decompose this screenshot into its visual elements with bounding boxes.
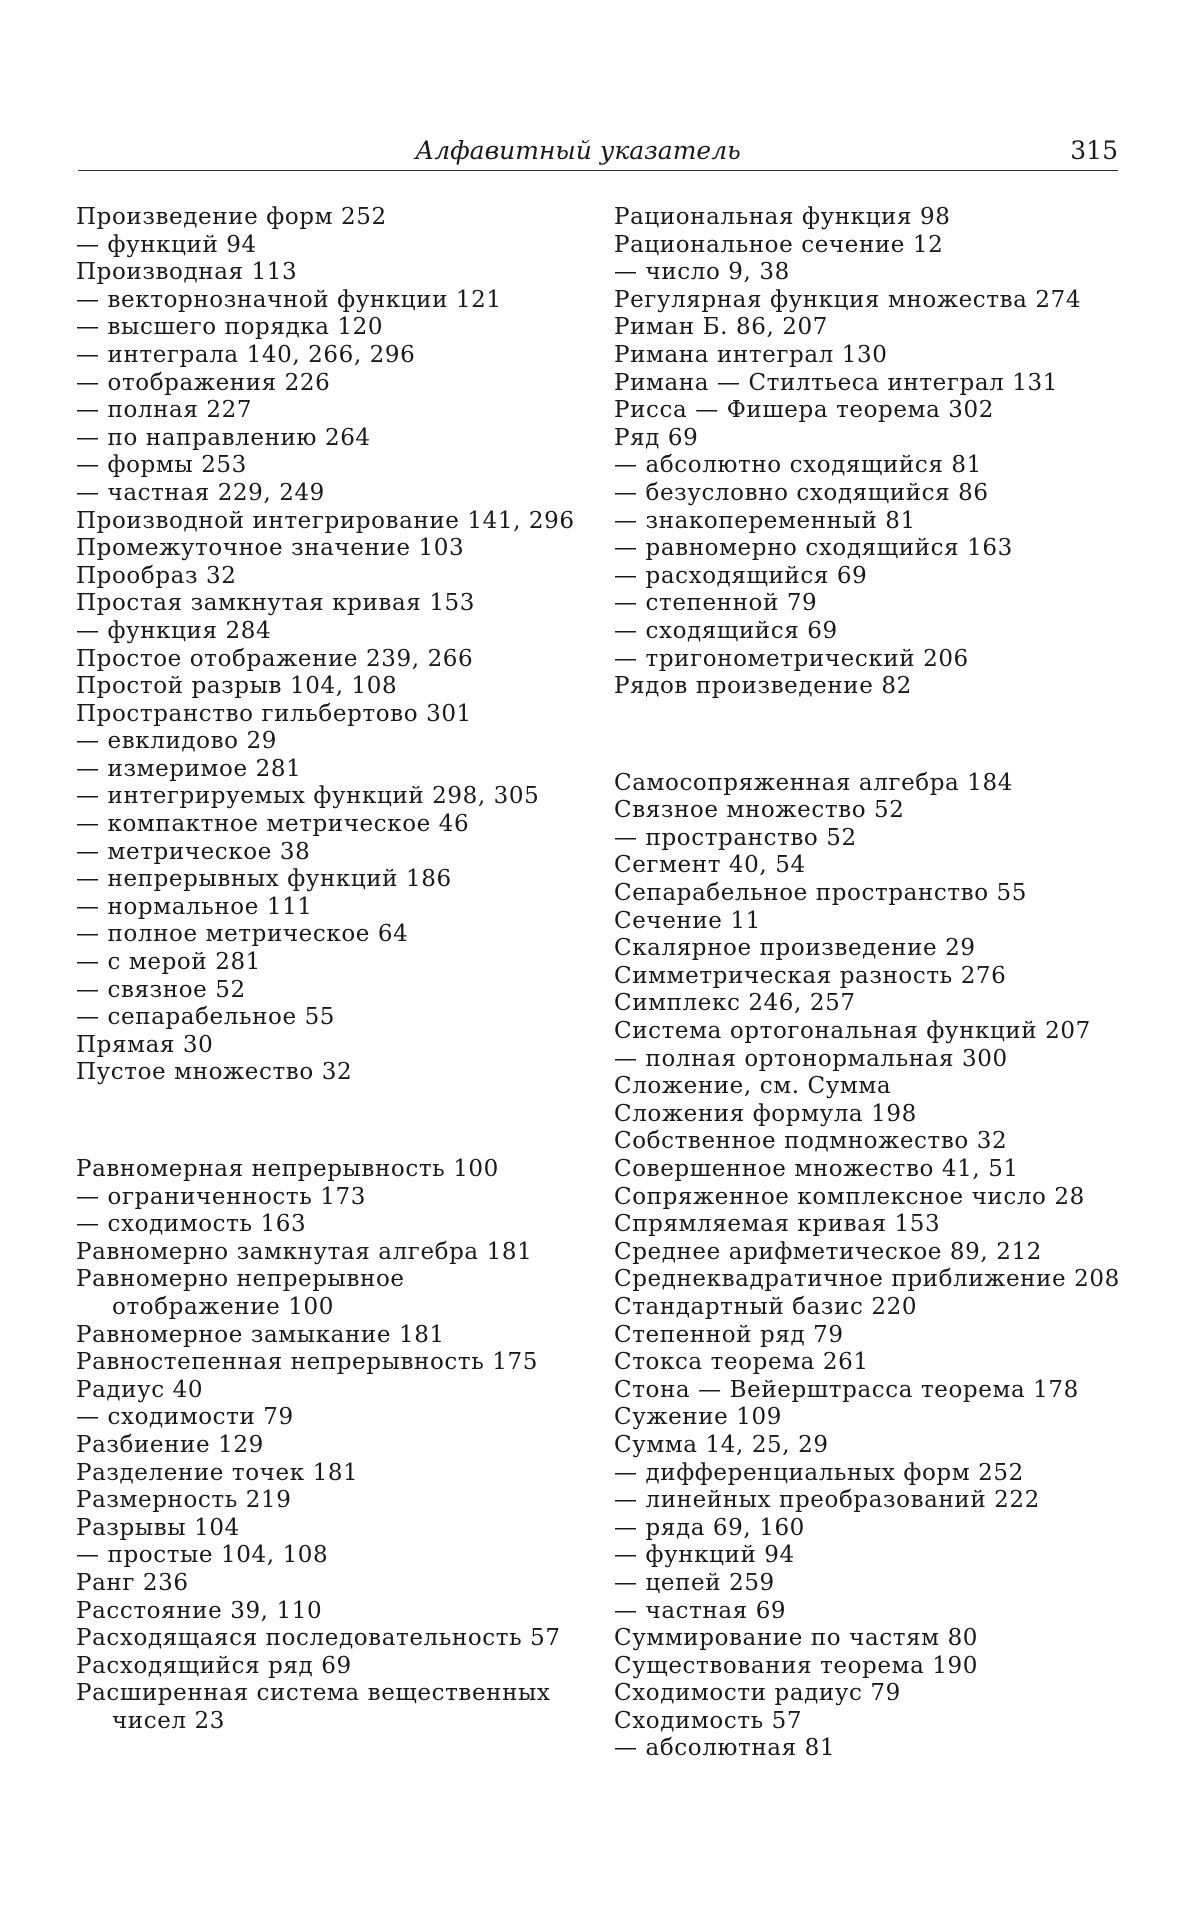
index-entry: Радиус 40 xyxy=(76,1376,204,1403)
index-entry: — число 9, 38 xyxy=(614,259,790,286)
index-entry: Равностепенная непрерывность 175 xyxy=(76,1349,538,1376)
index-entry: Пространство гильбертово 301 xyxy=(76,700,472,727)
index-group-r xyxy=(614,204,1124,701)
index-entry: Равномерная непрерывность 100 xyxy=(76,1156,499,1182)
index-entry: — ряда 69, 160 xyxy=(614,1514,805,1541)
index-entry: — интегрируемых функций 298, 305 xyxy=(76,783,540,810)
index-entry: Сепарабельное пространство 55 xyxy=(614,880,1028,907)
index-entry: — простые 104, 108 xyxy=(76,1542,329,1569)
index-entry: Прямая 30 xyxy=(76,1031,214,1058)
index-entry: — знакопеременный 81 xyxy=(614,507,916,534)
index-entry: Римана — Стилтьеса интеграл 131 xyxy=(614,369,1058,396)
left-column xyxy=(76,204,576,1735)
running-title: Алфавитный указатель xyxy=(415,136,741,165)
header-rule xyxy=(78,170,1118,171)
index-entry: Система ортогональная функций 207 xyxy=(614,1018,1091,1045)
index-entry: Расширенная система вещественных чисел 23 xyxy=(76,1680,551,1734)
index-entry: — функция 284 xyxy=(76,617,272,644)
index-entry: Равномерно непрерывное отображение 100 xyxy=(76,1266,405,1320)
index-entry: Произведение форм 252 xyxy=(76,204,387,230)
index-entry: — частная 229, 249 xyxy=(76,479,325,506)
index-entry: Симплекс 246, 257 xyxy=(614,990,856,1017)
index-entry: Совершенное множество 41, 51 xyxy=(614,1156,1019,1182)
index-entry: Промежуточное значение 103 xyxy=(76,535,465,562)
index-entry: — сепарабельное 55 xyxy=(76,1004,336,1031)
index-entry: Разбиение 129 xyxy=(76,1431,264,1458)
index-entry: Ранг 236 xyxy=(76,1569,189,1596)
index-entry: — формы 253 xyxy=(76,452,247,479)
index-entry: — функций 94 xyxy=(76,231,257,258)
index-entry: Расходящийся ряд 69 xyxy=(76,1652,352,1679)
index-entry: Производная 113 xyxy=(76,259,298,286)
index-entry: Простое отображение 239, 266 xyxy=(76,645,474,672)
index-entry: Сложения формула 198 xyxy=(614,1100,917,1127)
index-entry: — с мерой 281 xyxy=(76,949,261,976)
index-entry: Сумма 14, 25, 29 xyxy=(614,1431,829,1458)
index-entry: Сегмент 40, 54 xyxy=(614,852,806,879)
index-entry: Римана интеграл 130 xyxy=(614,341,888,368)
index-entry: — полная ортонормальная 300 xyxy=(614,1045,1008,1072)
index-entry: Сходимости радиус 79 xyxy=(614,1680,901,1707)
index-entry: — нормальное 111 xyxy=(76,893,313,920)
index-entry: — векторнозначной функции 121 xyxy=(76,286,502,313)
index-entry: Разрывы 104 xyxy=(76,1514,240,1541)
index-entry: Сложение, см. Сумма xyxy=(614,1073,892,1100)
index-entry: — измеримое 281 xyxy=(76,755,302,782)
index-entry: — безусловно сходящийся 86 xyxy=(614,479,989,506)
index-entry: Стандартный базис 220 xyxy=(614,1293,918,1320)
index-entry: Простая замкнутая кривая 153 xyxy=(76,590,476,617)
index-entry: Стона — Вейерштрасса теорема 178 xyxy=(614,1376,1079,1403)
index-entry: Сходимость 57 xyxy=(614,1707,803,1734)
group-spacer xyxy=(614,701,1124,770)
index-entry: Стокса теорема 261 xyxy=(614,1349,869,1376)
index-entry: — полная 227 xyxy=(76,397,253,424)
index-entry: — сходящийся 69 xyxy=(614,617,838,644)
index-entry: Размерность 219 xyxy=(76,1487,292,1514)
group-spacer xyxy=(76,1087,576,1156)
index-entry: Регулярная функция множества 274 xyxy=(614,286,1082,313)
index-entry: Самосопряженная алгебра 184 xyxy=(614,769,1013,796)
index-group-ra xyxy=(76,1156,576,1735)
index-entry: Существования теорема 190 xyxy=(614,1652,978,1679)
index-entry: Симметрическая разность 276 xyxy=(614,962,1007,989)
index-entry: Среднее арифметическое 89, 212 xyxy=(614,1238,1042,1265)
index-entry: Степенной ряд 79 xyxy=(614,1321,844,1348)
index-entry: Связное множество 52 xyxy=(614,797,905,824)
index-entry: — высшего порядка 120 xyxy=(76,314,384,341)
index-entry: Производной интегрирование 141, 296 xyxy=(76,507,575,534)
index-entry: Равномерно замкнутая алгебра 181 xyxy=(76,1238,533,1265)
index-entry: Риман Б. 86, 207 xyxy=(614,314,828,341)
index-entry: — ограниченность 173 xyxy=(76,1183,366,1210)
index-entry: Спрямляемая кривая 153 xyxy=(614,1211,941,1238)
index-group-s xyxy=(614,770,1124,1763)
index-entry: Рядов произведение 82 xyxy=(614,673,912,700)
index-entry: Сечение 11 xyxy=(614,907,761,934)
index-entry: — функций 94 xyxy=(614,1542,795,1569)
index-entry: — абсолютно сходящийся 81 xyxy=(614,452,982,479)
index-entry: — цепей 259 xyxy=(614,1569,775,1596)
index-entry: Скалярное произведение 29 xyxy=(614,935,976,962)
index-entry: Собственное подмножество 32 xyxy=(614,1128,1008,1155)
index-entry: — полное метрическое 64 xyxy=(76,921,409,948)
page-number: 315 xyxy=(1070,136,1118,165)
index-entry: — расходящийся 69 xyxy=(614,562,868,589)
index-entry: — метрическое 38 xyxy=(76,838,311,865)
index-entry: Суммирование по частям 80 xyxy=(614,1625,979,1652)
index-entry: Рисса — Фишера теорема 302 xyxy=(614,397,994,424)
index-entry: Сужение 109 xyxy=(614,1404,782,1431)
index-entry: Сопряженное комплексное число 28 xyxy=(614,1183,1085,1210)
index-entry: Среднеквадратичное приближение 208 xyxy=(614,1266,1120,1293)
index-entry: — абсолютная 81 xyxy=(614,1735,836,1762)
right-column xyxy=(614,204,1124,1763)
index-entry: — компактное метрическое 46 xyxy=(76,811,470,838)
index-entry: — сходимости 79 xyxy=(76,1404,294,1431)
index-entry: Расстояние 39, 110 xyxy=(76,1597,323,1624)
index-entry: Расходящаяся последовательность 57 xyxy=(76,1625,561,1652)
index-entry: — по направлению 264 xyxy=(76,424,371,451)
index-entry: — дифференциальных форм 252 xyxy=(614,1459,1024,1486)
index-entry: Разделение точек 181 xyxy=(76,1459,359,1486)
index-entry: Равномерное замыкание 181 xyxy=(76,1321,445,1348)
index-entry: — линейных преобразований 222 xyxy=(614,1487,1040,1514)
index-entry: — интеграла 140, 266, 296 xyxy=(76,341,416,368)
index-entry: — пространство 52 xyxy=(614,824,857,851)
index-entry: Рациональное сечение 12 xyxy=(614,231,944,258)
index-entry: — отображения 226 xyxy=(76,369,331,396)
index-entry: Ряд 69 xyxy=(614,424,699,451)
index-entry: — степенной 79 xyxy=(614,590,818,617)
index-entry: Пустое множество 32 xyxy=(76,1059,353,1086)
index-group-pr xyxy=(76,204,576,1087)
index-entry: Простой разрыв 104, 108 xyxy=(76,673,398,700)
page-header xyxy=(78,136,1118,176)
index-entry: Рациональная функция 98 xyxy=(614,204,951,230)
index-entry: — сходимость 163 xyxy=(76,1211,307,1238)
index-entry: Прообраз 32 xyxy=(76,562,237,589)
index-entry: — связное 52 xyxy=(76,976,246,1003)
index-entry: — непрерывных функций 186 xyxy=(76,866,452,893)
index-entry: — частная 69 xyxy=(614,1597,787,1624)
index-entry: — равномерно сходящийся 163 xyxy=(614,535,1013,562)
index-entry: — евклидово 29 xyxy=(76,728,277,755)
index-entry: — тригонометрический 206 xyxy=(614,645,969,672)
